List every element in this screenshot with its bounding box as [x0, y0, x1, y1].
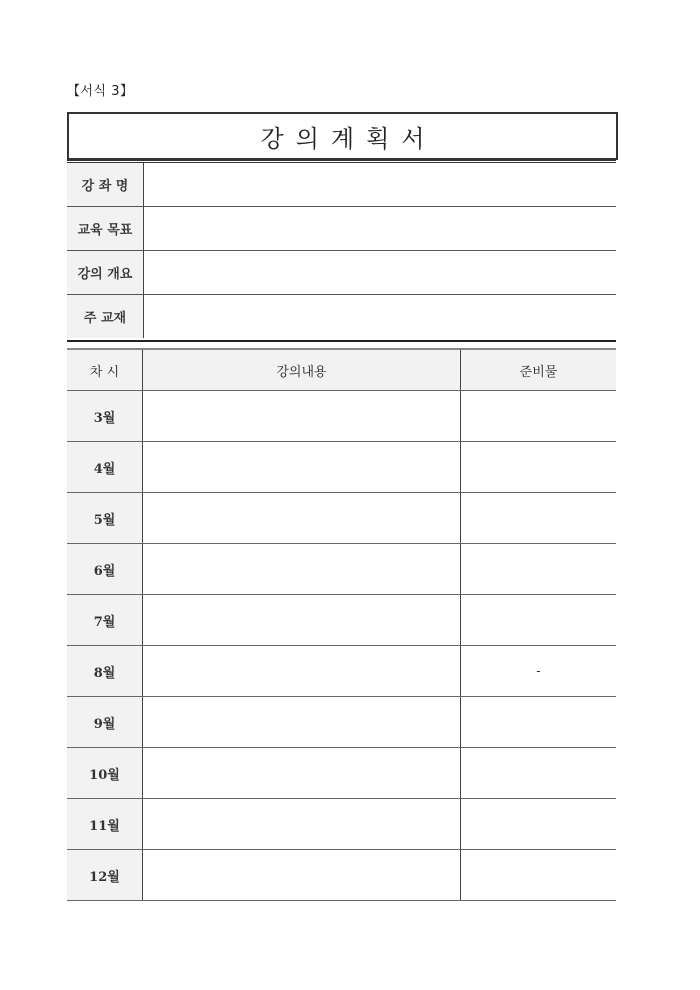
materials-cell[interactable]: [461, 391, 617, 442]
materials-cell[interactable]: -: [461, 646, 617, 697]
session-cell: 11월: [67, 799, 143, 850]
form-number-label: 【서식 3】: [67, 84, 134, 99]
info-row-objectives: [67, 207, 616, 251]
materials-cell[interactable]: [461, 595, 617, 646]
materials-cell[interactable]: [461, 697, 617, 748]
table-row: [67, 646, 616, 697]
content-cell[interactable]: [143, 493, 461, 544]
content-cell[interactable]: [143, 799, 461, 850]
info-row-overview: [67, 251, 616, 295]
table-row: [67, 850, 616, 901]
session-cell: 7월: [67, 595, 143, 646]
session-cell: 9월: [67, 697, 143, 748]
header-session: 차 시: [67, 349, 143, 391]
field-overview[interactable]: [144, 251, 617, 295]
session-cell: 5월: [67, 493, 143, 544]
schedule-table: [67, 348, 616, 901]
materials-cell[interactable]: [461, 493, 617, 544]
title-box: [67, 112, 618, 160]
materials-cell[interactable]: [461, 799, 617, 850]
content-cell[interactable]: [143, 595, 461, 646]
table-row: [67, 544, 616, 595]
session-cell: 6월: [67, 544, 143, 595]
materials-cell[interactable]: [461, 442, 617, 493]
document-title: 강의계획서: [260, 124, 437, 153]
session-cell: 8월: [67, 646, 143, 697]
info-row-course-name: [67, 163, 616, 207]
table-row: [67, 442, 616, 493]
session-cell: 10월: [67, 748, 143, 799]
session-cell: 4월: [67, 442, 143, 493]
content-cell[interactable]: [143, 442, 461, 493]
table-row: [67, 697, 616, 748]
table-row: [67, 493, 616, 544]
label-course-name: 강 좌 명: [67, 163, 144, 207]
table-row: [67, 748, 616, 799]
content-cell[interactable]: [143, 748, 461, 799]
content-cell[interactable]: [143, 850, 461, 901]
field-textbook[interactable]: [144, 295, 617, 339]
field-objectives[interactable]: [144, 207, 617, 251]
label-objectives: 교육 목표: [67, 207, 144, 251]
materials-cell[interactable]: [461, 850, 617, 901]
content-cell[interactable]: [143, 391, 461, 442]
session-cell: 3월: [67, 391, 143, 442]
header-content: 강의내용: [143, 349, 461, 391]
info-row-textbook: [67, 295, 616, 339]
field-course-name[interactable]: [144, 163, 617, 207]
materials-cell[interactable]: [461, 748, 617, 799]
label-overview: 강의 개요: [67, 251, 144, 295]
table-row: [67, 391, 616, 442]
session-cell: 12월: [67, 850, 143, 901]
materials-cell[interactable]: [461, 544, 617, 595]
divider: [67, 340, 616, 342]
table-row: [67, 799, 616, 850]
content-cell[interactable]: [143, 646, 461, 697]
label-textbook: 주 교재: [67, 295, 144, 339]
table-row: [67, 595, 616, 646]
content-cell[interactable]: [143, 697, 461, 748]
content-cell[interactable]: [143, 544, 461, 595]
header-materials: 준비물: [461, 349, 617, 391]
course-info-table: [67, 163, 616, 338]
divider: [67, 160, 616, 161]
schedule-header-row: [67, 349, 616, 391]
